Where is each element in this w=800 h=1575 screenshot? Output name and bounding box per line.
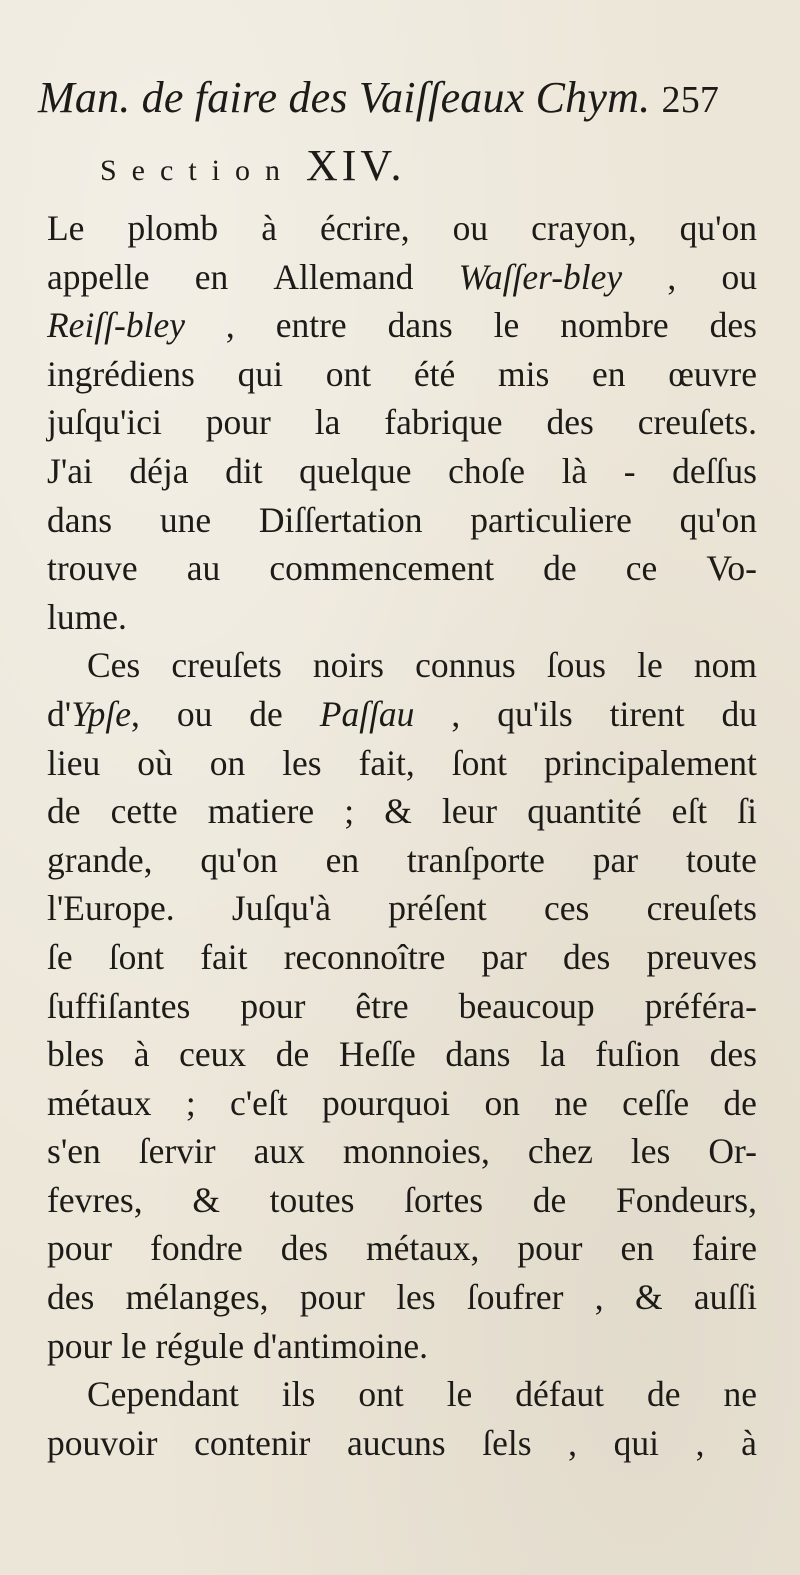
word: on	[209, 742, 246, 783]
word: en	[592, 353, 626, 394]
word: pouvoir	[47, 1422, 158, 1463]
word: ne	[723, 1374, 757, 1415]
word: de	[275, 1034, 310, 1075]
text-line	[47, 398, 757, 447]
word: entre	[275, 305, 347, 346]
word: ce	[625, 548, 658, 589]
word: fabrique	[384, 402, 503, 443]
word: Or-	[708, 1131, 757, 1172]
word: de	[47, 791, 81, 832]
text-line	[47, 884, 757, 933]
word: bles	[47, 1034, 105, 1075]
word: s'en	[47, 1131, 101, 1172]
word: fait	[200, 936, 248, 977]
word: creuſets	[646, 888, 757, 929]
text-line	[47, 836, 757, 885]
word: mis	[497, 353, 550, 394]
word: de	[543, 548, 577, 589]
word: Le	[47, 208, 85, 248]
word: ,	[594, 1277, 604, 1318]
word: &	[192, 1179, 220, 1220]
word: en	[325, 839, 360, 880]
word: ;	[185, 1082, 196, 1123]
word: nom	[693, 645, 757, 686]
word: ſervir	[138, 1131, 216, 1172]
word: leur	[441, 791, 498, 832]
body-text	[47, 204, 757, 1467]
word: métaux,	[366, 1228, 480, 1269]
word: par	[592, 839, 639, 880]
word: Juſqu'à	[231, 888, 331, 929]
word: beaucoup	[458, 985, 595, 1026]
word: qu'ils	[497, 693, 573, 734]
text-line	[47, 1079, 757, 1128]
word: ceſſe	[622, 1082, 690, 1123]
word: pour	[47, 1325, 113, 1366]
word: déja	[129, 450, 189, 491]
word: pour	[240, 985, 306, 1026]
word: ſont	[108, 936, 165, 977]
word: des	[709, 1034, 757, 1075]
word: tranſporte	[406, 839, 545, 880]
word: été	[413, 353, 456, 394]
word: qu'on	[679, 208, 757, 248]
word: des	[47, 1277, 95, 1318]
word: des	[546, 402, 594, 443]
word: ont	[358, 1374, 404, 1415]
word: ne	[554, 1082, 588, 1123]
word: quantité	[527, 791, 642, 832]
word: auſſi	[693, 1277, 757, 1318]
word: ils	[281, 1374, 316, 1415]
word: de	[646, 1374, 681, 1415]
word: le	[120, 1325, 147, 1366]
word: d'Ypſe,	[47, 693, 140, 734]
word: fuſion	[595, 1034, 681, 1075]
word: ſels	[482, 1422, 532, 1463]
word: en	[620, 1228, 654, 1269]
word: de	[723, 1082, 757, 1123]
word: pour	[205, 402, 271, 443]
word: de	[249, 693, 283, 734]
word: au	[186, 548, 221, 589]
word: de	[532, 1179, 567, 1220]
word: ;	[344, 791, 355, 832]
word: défaut	[515, 1374, 604, 1415]
word: connus	[415, 645, 516, 686]
word: qu'on	[200, 839, 278, 880]
word: &	[384, 791, 412, 832]
word: ſont	[451, 742, 508, 783]
word: Allemand	[273, 256, 414, 297]
word: monnoies,	[342, 1131, 490, 1172]
word: creuſets	[171, 645, 282, 686]
word: ſortes	[404, 1179, 484, 1220]
text-line	[47, 204, 757, 253]
word: dans	[445, 1034, 511, 1075]
text-line	[47, 1322, 757, 1371]
text-line	[47, 690, 757, 739]
word: dans	[47, 499, 113, 540]
word: les	[282, 742, 322, 783]
text-line	[47, 982, 757, 1031]
word: -	[623, 450, 636, 491]
word: à	[261, 208, 277, 248]
word: d'antimoine.	[253, 1325, 429, 1366]
word: chez	[527, 1131, 593, 1172]
text-line	[47, 593, 757, 642]
word: toute	[685, 839, 757, 880]
text-line	[47, 641, 757, 690]
word: Paſſau	[319, 693, 415, 734]
word: Ces	[87, 645, 141, 686]
word: eſt	[671, 791, 708, 832]
word: ont	[325, 353, 372, 394]
text-line	[47, 787, 757, 836]
word: Heſſe	[338, 1034, 416, 1075]
text-line	[47, 1127, 757, 1176]
word: qu'on	[679, 499, 757, 540]
word: lume.	[47, 596, 127, 637]
word: ,	[568, 1422, 578, 1463]
word: cette	[110, 791, 178, 832]
text-line	[47, 1370, 757, 1419]
word: la	[540, 1034, 566, 1075]
word: pourquoi	[321, 1082, 451, 1123]
word: J'ai	[47, 450, 93, 491]
word: à	[133, 1034, 150, 1075]
text-line	[47, 253, 757, 302]
word: pour	[517, 1228, 583, 1269]
word: ou	[452, 208, 489, 248]
word: qui	[237, 353, 283, 394]
word: mélanges,	[125, 1277, 269, 1318]
word: des	[280, 1228, 329, 1269]
word: préféra-	[644, 985, 757, 1026]
word: du	[721, 693, 757, 734]
word: dans	[387, 305, 453, 346]
text-line	[47, 447, 757, 496]
word: on	[484, 1082, 520, 1123]
word: dit	[225, 450, 263, 491]
word: particuliere	[470, 499, 632, 540]
word: des	[563, 936, 611, 977]
word: juſqu'ici	[47, 402, 162, 443]
text-line	[47, 1030, 757, 1079]
word: contenir	[194, 1422, 311, 1463]
word: œuvre	[668, 353, 757, 394]
text-line	[47, 933, 757, 982]
text-line	[47, 1224, 757, 1273]
word: ,	[667, 256, 677, 297]
word: ,	[695, 1422, 705, 1463]
word: métaux	[47, 1082, 152, 1123]
text-line	[47, 496, 757, 545]
section-number: XIV.	[306, 141, 406, 190]
text-line	[47, 1176, 757, 1225]
section-heading	[100, 140, 406, 191]
word: l'Europe.	[47, 888, 175, 929]
word: ou	[721, 256, 757, 297]
word: principalement	[544, 742, 757, 783]
word: en	[194, 256, 229, 297]
word: une	[159, 499, 212, 540]
word: les	[396, 1277, 436, 1318]
word: Reiſſ-bley	[47, 305, 185, 346]
word: où	[137, 742, 173, 783]
word: qui	[613, 1422, 660, 1463]
word: c'eſt	[230, 1082, 288, 1123]
word: Waſſer-bley	[458, 256, 623, 297]
word: préſent	[388, 888, 487, 929]
word: ces	[544, 888, 590, 929]
word: ſous	[546, 645, 606, 686]
word: ingrédiens	[47, 353, 195, 394]
word: aucuns	[347, 1422, 446, 1463]
word: ſuffiſantes	[47, 985, 191, 1026]
word: toutes	[269, 1179, 355, 1220]
word: des	[709, 305, 757, 346]
word: le	[446, 1374, 473, 1415]
word: trouve	[47, 548, 138, 589]
word: creuſets.	[637, 402, 757, 443]
word: Cependant	[87, 1374, 239, 1415]
word: pour	[299, 1277, 365, 1318]
word: le	[493, 305, 520, 346]
word: faire	[691, 1228, 757, 1269]
word: quelque	[299, 450, 412, 491]
page-number: 257	[661, 79, 720, 121]
word: nombre	[560, 305, 669, 346]
word: ceux	[179, 1034, 247, 1075]
word: grande,	[47, 839, 153, 880]
word: crayon,	[531, 208, 637, 248]
word: Vo-	[706, 548, 757, 589]
word: être	[355, 985, 409, 1026]
word: Diſſertation	[258, 499, 423, 540]
word: matiere	[207, 791, 315, 832]
word: là	[561, 450, 588, 491]
running-head	[38, 72, 758, 123]
word: tirent	[609, 693, 685, 734]
word: la	[314, 402, 341, 443]
text-line	[47, 1273, 757, 1322]
word: à	[741, 1422, 757, 1463]
word: &	[634, 1277, 663, 1318]
word: choſe	[448, 450, 525, 491]
text-line	[47, 1419, 757, 1468]
running-title: Man. de faire des Vaiſſeaux Chym.	[38, 73, 651, 122]
word: les	[630, 1131, 671, 1172]
word: fondre	[150, 1228, 243, 1269]
word: ſi	[737, 791, 757, 832]
word: pour	[47, 1228, 113, 1269]
word: le	[637, 645, 663, 686]
word: écrire,	[319, 208, 410, 248]
section-label: Section	[100, 154, 295, 187]
word: ſe	[47, 936, 73, 977]
text-line	[47, 350, 757, 399]
word: ou	[176, 693, 213, 734]
word: régule	[155, 1325, 245, 1366]
word: ſoufrer	[466, 1277, 564, 1318]
word: ,	[225, 305, 235, 346]
word: fevres,	[47, 1179, 143, 1220]
word: noirs	[312, 645, 384, 686]
word: deſſus	[672, 450, 757, 491]
word: ,	[451, 693, 461, 734]
word: fait,	[358, 742, 415, 783]
text-line	[47, 739, 757, 788]
word: Fondeurs,	[615, 1179, 757, 1220]
word: plomb	[127, 208, 219, 248]
word: commencement	[269, 548, 495, 589]
word: preuves	[646, 936, 757, 977]
word: reconnoître	[283, 936, 446, 977]
word: appelle	[47, 256, 150, 297]
word: lieu	[47, 742, 101, 783]
text-line	[47, 301, 757, 350]
word: par	[481, 936, 527, 977]
word: aux	[253, 1131, 305, 1172]
text-line	[47, 544, 757, 593]
